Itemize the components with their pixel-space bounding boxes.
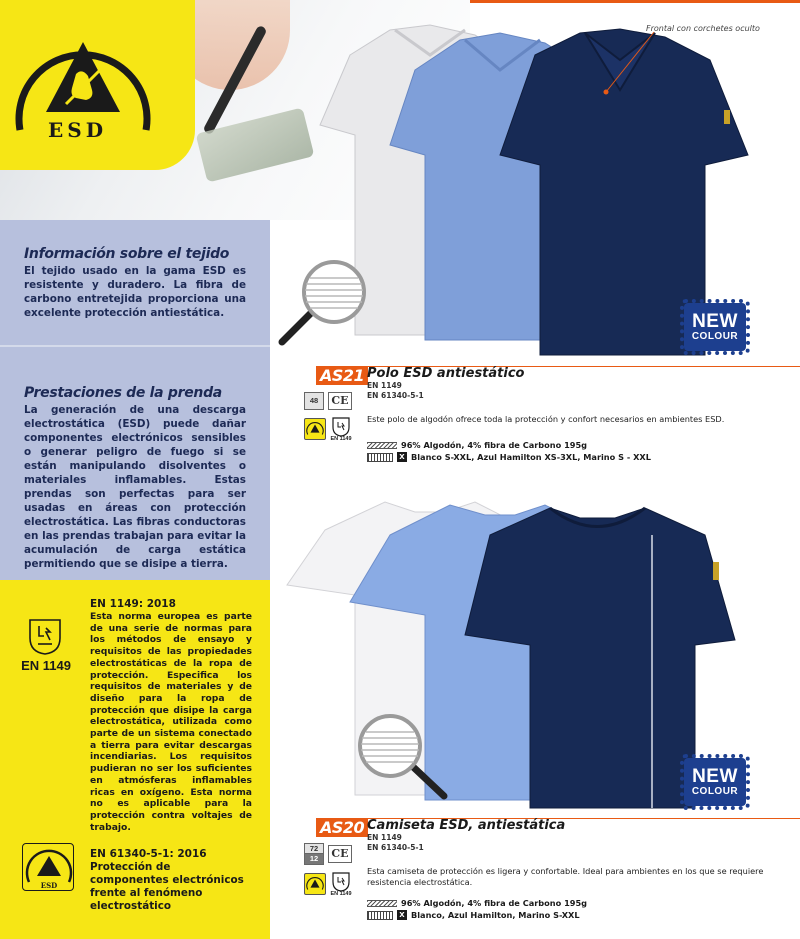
product-as20-ce-mark: CE: [328, 845, 352, 863]
product-as21-esd-icon: [304, 418, 326, 440]
product-as21-pack-qty: 48: [304, 392, 324, 410]
product-as21-ce-mark: CE: [328, 392, 352, 410]
callout-leader-line: [596, 30, 656, 100]
performance-panel: [0, 345, 270, 580]
product-as21-code: AS21: [316, 366, 368, 385]
badge-new-text: NEW: [692, 310, 738, 332]
standard-en1149-text: Esta norma europea es parte de una serie de normas para los métodos de ensayo y requisitos de las propiedades electrostáticas de la ropa de protección. Especifica los requisitos de materiales y de diseño para la ropa de protección que disipe la carga electrostática, utilizada como parte de un sistema conectado a tierra para evitar descargas incendiarias. Los requisitos pudieran no ser los suficientes en atmósferas inflamables ricas en oxígeno. Esta norma no es aplicable para la protección contra voltajes de trabajo.: [90, 611, 252, 833]
en61340-icon-label: ESD: [40, 881, 58, 890]
badge-new-text-2: NEW: [692, 765, 738, 787]
en1149-shield-icon: [28, 618, 62, 656]
size-x-icon-2: X: [397, 910, 407, 920]
product-as20-en1149-label: EN 1149: [330, 891, 352, 897]
panel-divider: [0, 345, 270, 347]
size-ruler-icon: [367, 453, 393, 462]
badge-colour-text: COLOUR: [691, 330, 739, 342]
product-as20-description: Esta camiseta de protección es ligera y confortable. Ideal para ambientes en los que se requiere resistencia electrostática.: [367, 866, 764, 887]
product-as20-pack-inner: 12: [305, 854, 323, 864]
standard-en61340: [90, 848, 252, 913]
product-as20-pack-qty: [304, 843, 324, 865]
performance-title: Prestaciones de la prenda: [24, 385, 222, 401]
product-as21-sizes: Blanco S-XXL, Azul Hamilton XS-3XL, Marino S - XXL: [411, 452, 651, 462]
fabric-magnifier-icon: [276, 258, 376, 348]
product-as20-pack-carton: 72: [305, 844, 323, 854]
product-as20-sizes: Blanco, Azul Hamilton, Marino S-XXL: [411, 910, 580, 920]
product-as20-en1149-icon: [330, 871, 352, 893]
size-x-icon: X: [397, 452, 407, 462]
product-as20-standard-2: EN 61340-5-1: [367, 843, 424, 852]
product-as20-fabric-row: [367, 898, 587, 908]
fabric-info-title: Información sobre el tejido: [24, 246, 230, 262]
hidden-placket-callout: Frontal con corchetes oculto: [646, 24, 760, 33]
product-as21-standard-2: EN 61340-5-1: [367, 391, 424, 400]
new-colour-badge-2: [684, 758, 746, 806]
performance-text: La generación de una descarga electrostática (ESD) puede dañar componentes electrónicos sensibles o generar peligro de fuego si se están manipulando disolventes o materiales inflamables. Estas prendas son perfectas para ser usadas en áreas con protección electrostática. Las fibras conductoras en las prendas trabajan para evitar la acumulación de carga estática permitiendo que se disipe a tierra.: [24, 404, 246, 570]
product-as21-fabric: 96% Algodón, 4% fibra de Carbono 195g: [401, 440, 588, 450]
product-as21-en1149-icon: [330, 416, 352, 438]
fabric-magnifier-icon-2: [350, 712, 450, 802]
product-as21-en1149-label: EN 1149: [330, 436, 352, 442]
en1149-icon-label: EN 1149: [21, 658, 71, 673]
product-as21-description: Este polo de algodón ofrece toda la protección y confort necesarios en ambientes ESD.: [367, 414, 725, 424]
product-as20-name: Camiseta ESD, antiestática: [367, 818, 566, 833]
size-ruler-icon-2: [367, 911, 393, 920]
fabric-info-text: El tejido usado en la gama ESD es resistente y duradero. La fibra de carbono entretejida proporciona una excelente protección antiestática.: [24, 265, 246, 319]
product-as20-sizes-row: [367, 910, 580, 920]
product-as20-esd-icon: [304, 873, 326, 895]
standard-en61340-title: EN 61340-5-1: 2016: [90, 848, 207, 860]
product-as20-fabric: 96% Algodón, 4% fibra de Carbono 195g: [401, 898, 588, 908]
product-as21-fabric-row: [367, 440, 587, 450]
product-as20-standard-1: EN 1149: [367, 833, 402, 842]
fabric-weave-icon-2: [367, 900, 397, 907]
fabric-info-panel: [0, 220, 270, 345]
standard-en61340-text: Protección de componentes electrónicos frente al fenómeno electrostático: [90, 861, 244, 912]
esd-logo-panel: [0, 0, 195, 170]
fabric-weave-icon: [367, 442, 397, 449]
product-as20-code: AS20: [316, 818, 368, 837]
product-as21-name: Polo ESD antiestático: [367, 366, 525, 381]
new-colour-badge: [684, 303, 746, 351]
standard-en1149: [90, 598, 252, 833]
badge-colour-text-2: COLOUR: [691, 785, 739, 797]
product-as21-standard-1: EN 1149: [367, 381, 402, 390]
en61340-esd-icon: [22, 843, 74, 891]
esd-logo-text: ESD: [48, 118, 108, 142]
product-as21-sizes-row: [367, 452, 651, 462]
standard-en1149-title: EN 1149: 2018: [90, 598, 176, 610]
